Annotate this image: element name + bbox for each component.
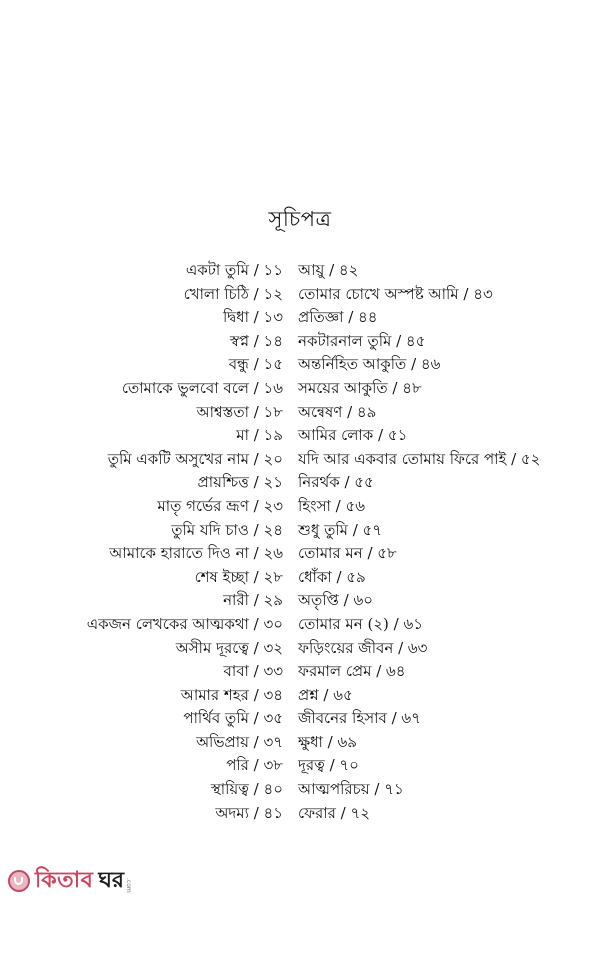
toc-entry-right: ধোঁকা / ৫৯ (298, 567, 366, 586)
table-of-contents (0, 259, 600, 825)
toc-entry-right: আত্মপরিচয় / ৭১ (298, 780, 404, 799)
kitabghor-watermark-logo (8, 864, 132, 898)
toc-row (0, 731, 600, 755)
toc-row (0, 330, 600, 354)
toc-entry-right: যদি আর একবার তোমায় ফিরে পাই / ৫২ (298, 449, 541, 468)
toc-row (0, 802, 600, 826)
toc-row (0, 471, 600, 495)
toc-entry-right: অন্বেষণ / ৪৯ (298, 402, 377, 421)
toc-entry-right: তোমার মন / ৫৮ (298, 544, 397, 563)
toc-entry-left: খোলা চিঠি / ১২ (183, 284, 283, 303)
toc-entry-left: বাবা / ৩৩ (223, 662, 283, 681)
toc-entry-left: নারী / ২৯ (223, 591, 283, 610)
toc-entry-right: সময়ের আকুতি / ৪৮ (298, 378, 422, 397)
toc-entry-right: হিংসা / ৫৬ (298, 496, 365, 515)
toc-row (0, 542, 600, 566)
toc-entry-right: শুধু তুমি / ৫৭ (298, 520, 383, 539)
toc-entry-left: আমাকে হারাতে দিও না / ২৬ (109, 544, 283, 563)
toc-row (0, 448, 600, 472)
toc-row (0, 660, 600, 684)
toc-entry-right: জীবনের হিসাব / ৬৭ (298, 709, 421, 728)
toc-row (0, 424, 600, 448)
toc-entry-left: আমার শহর / ৩৪ (180, 685, 283, 704)
toc-entry-left: একজন লেখকের আত্মকথা / ৩০ (86, 614, 283, 633)
toc-row (0, 778, 600, 802)
toc-entry-right: ক্ষুধা / ৬৯ (298, 732, 357, 751)
toc-entry-right: অন্তর্নিহিত আকুতি / ৪৬ (298, 355, 441, 374)
book-logo-icon (8, 870, 30, 892)
toc-row (0, 613, 600, 637)
toc-entry-right: প্রশ্ন / ৬৫ (298, 685, 353, 704)
toc-entry-right: ফেরার / ৭২ (298, 803, 370, 822)
toc-entry-left: দ্বিধা / ১৩ (222, 308, 283, 327)
toc-entry-left: অসীম দূরত্বে / ৩২ (175, 638, 283, 657)
toc-entry-left: প্রায়শ্চিত্ত / ২১ (197, 473, 283, 492)
toc-entry-right: তোমার চোখে অস্পষ্ট আমি / ৪৩ (298, 284, 493, 303)
toc-entry-left: পার্থিব তুমি / ৩৫ (183, 709, 283, 728)
toc-entry-left: তোমাকে ভুলবো বলে / ১৬ (121, 378, 283, 397)
toc-row (0, 637, 600, 661)
toc-row (0, 495, 600, 519)
toc-entry-right: নিরর্থক / ৫৫ (298, 473, 374, 492)
toc-entry-right: ফরমাল প্রেম / ৬৪ (298, 662, 406, 681)
toc-entry-left: বন্ধু / ১৫ (228, 355, 283, 374)
toc-row (0, 754, 600, 778)
toc-entry-right: দূরত্ব / ৭০ (298, 756, 359, 775)
toc-entry-right: তোমার মন (২) / ৬১ (298, 614, 423, 633)
logo-text-kitab: কিতাব (35, 867, 94, 893)
toc-entry-left: মাতৃ গর্ভের ভ্রূণ / ২৩ (157, 496, 283, 515)
toc-entry-left: তুমি একটি অসুখের নাম / ২০ (107, 449, 283, 468)
toc-row (0, 519, 600, 543)
toc-row (0, 283, 600, 307)
toc-entry-left: পরি / ৩৮ (226, 756, 283, 775)
toc-entry-left: আশ্বস্ততা / ১৮ (196, 402, 283, 421)
toc-entry-right: আয়ু / ৪২ (298, 261, 359, 279)
toc-entry-left: অভিপ্রায় / ৩৭ (196, 732, 283, 751)
toc-entry-right: ফড়িংয়ের জীবন / ৬৩ (298, 638, 428, 657)
toc-entry-right: প্রতিজ্ঞা / ৪৪ (298, 308, 378, 327)
toc-row (0, 589, 600, 613)
toc-row (0, 353, 600, 377)
toc-entry-left: অদম্য / ৪১ (215, 803, 283, 822)
toc-row (0, 401, 600, 425)
toc-entry-right: নকটারনাল তুমি / ৪৫ (298, 331, 426, 350)
toc-entry-right: অতৃপ্তি / ৬০ (298, 591, 373, 610)
toc-entry-left: মা / ১৯ (236, 426, 283, 445)
toc-entry-left: স্বপ্ন / ১৪ (229, 331, 283, 350)
toc-row (0, 684, 600, 708)
page-title: সূচিপত্র (268, 207, 332, 231)
toc-entry-right: আমির লোক / ৫১ (298, 426, 408, 445)
toc-row (0, 259, 600, 283)
logo-text-ghor: ঘর (98, 867, 125, 893)
toc-row (0, 306, 600, 330)
toc-entry-left: স্থায়িত্ব / ৪০ (210, 780, 283, 799)
toc-entry-left: একটা তুমি / ১১ (185, 261, 283, 279)
toc-row (0, 566, 600, 590)
toc-entry-left: শেষ ইচ্ছা / ২৮ (194, 567, 283, 586)
toc-row (0, 707, 600, 731)
toc-row (0, 377, 600, 401)
toc-entry-left: তুমি যদি চাও / ২৪ (171, 520, 283, 539)
logo-suffix: .com (125, 877, 133, 893)
